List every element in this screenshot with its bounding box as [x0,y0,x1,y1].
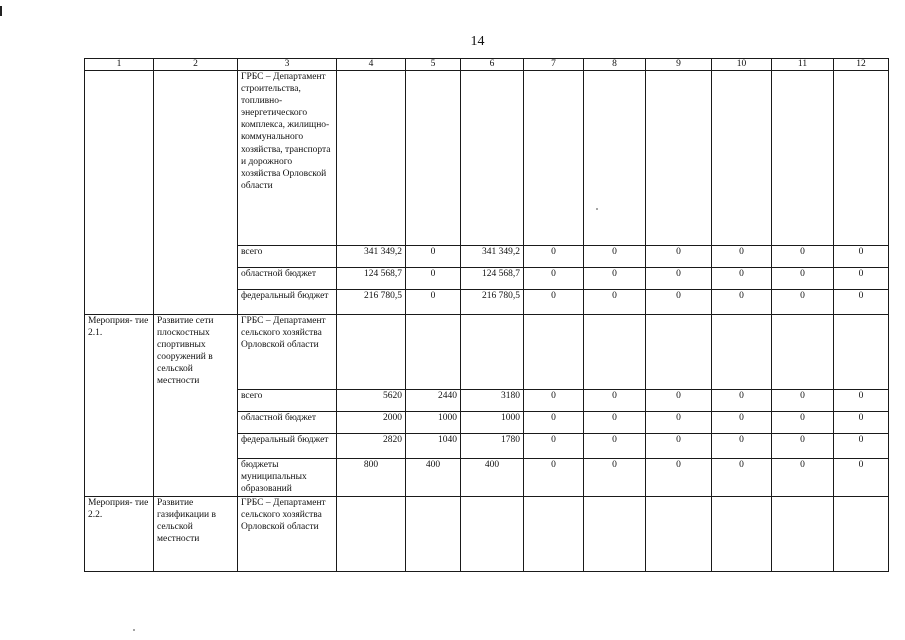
value-cell: 0 [584,268,646,290]
funding-label: областной бюджет [238,412,337,434]
margin-mark [0,6,2,16]
value-cell: 0 [584,459,646,497]
value-cell: 0 [524,290,584,315]
column-number-row [85,59,889,71]
value-cell: 0 [584,434,646,459]
column-header: 10 [712,59,772,71]
value-cell: 0 [712,459,772,497]
value-cell: 0 [524,434,584,459]
value-cell: 0 [834,434,889,459]
funding-label: федеральный бюджет [238,434,337,459]
value-cell: 0 [834,290,889,315]
value-cell: 0 [712,434,772,459]
value-cell: 0 [646,268,712,290]
value-cell: 0 [406,290,461,315]
value-cell: 0 [646,434,712,459]
value-cell: 0 [772,390,834,412]
value-cell: 0 [772,290,834,315]
value-cell: 0 [834,246,889,268]
value-cell: 0 [772,268,834,290]
value-cell: 216 780,5 [461,290,524,315]
column-header: 12 [834,59,889,71]
measure-title-cell: Развитие сети плоскостных спортивных сооружений в сельской местности [154,315,238,497]
value-cell: 0 [834,412,889,434]
value-cell: 0 [712,268,772,290]
value-cell: 0 [584,290,646,315]
value-cell: 341 349,2 [461,246,524,268]
value-cell: 0 [584,390,646,412]
column-header: 7 [524,59,584,71]
column-header: 5 [406,59,461,71]
column-header: 3 [238,59,337,71]
funding-label: всего [238,246,337,268]
value-cell: 0 [524,459,584,497]
value-cell: 0 [772,434,834,459]
value-cell: 400 [461,459,524,497]
funding-label: областной бюджет [238,268,337,290]
value-cell: 800 [337,459,406,497]
value-cell: 341 349,2 [337,246,406,268]
value-cell: 0 [712,412,772,434]
value-cell: 0 [712,290,772,315]
value-cell: 0 [646,390,712,412]
value-cell: 0 [406,268,461,290]
value-cell: 0 [524,246,584,268]
value-cell: 400 [406,459,461,497]
table-row [85,315,889,390]
table-row [85,497,889,572]
value-cell: 1780 [461,434,524,459]
value-cell: 0 [584,246,646,268]
value-cell: 1000 [406,412,461,434]
value-cell: 0 [646,459,712,497]
value-cell: 0 [646,290,712,315]
column-header: 4 [337,59,406,71]
value-cell: 0 [834,390,889,412]
grbs-cell: ГРБС – Департамент сельского хозяйства Орловской области [238,315,337,390]
funding-label: всего [238,390,337,412]
value-cell: 0 [772,246,834,268]
value-cell: 0 [712,246,772,268]
value-cell: 0 [584,412,646,434]
value-cell: 2820 [337,434,406,459]
value-cell: 2000 [337,412,406,434]
value-cell: 0 [524,390,584,412]
column-header: 8 [584,59,646,71]
measure-cell: Мероприя- тие 2.1. [85,315,154,497]
value-cell: 124 568,7 [337,268,406,290]
value-cell: 216 780,5 [337,290,406,315]
grbs-cell: ГРБС – Департамент сельского хозяйства Орловской области [238,497,337,572]
scan-speck [133,629,135,631]
value-cell: 0 [646,412,712,434]
value-cell: 0 [524,268,584,290]
value-cell: 0 [834,268,889,290]
funding-label: бюджеты муниципальных образований [238,459,337,497]
column-header: 11 [772,59,834,71]
value-cell: 5620 [337,390,406,412]
column-header: 6 [461,59,524,71]
grbs-cell: ГРБС – Департамент строительства, топливно- энергетического комплекса, жилищно- коммунального хозяйства, транспорта и дорожного хозяйства Орловской области [238,71,337,246]
value-cell: 1040 [406,434,461,459]
value-cell: 3180 [461,390,524,412]
value-cell: 1000 [461,412,524,434]
value-cell: 0 [834,459,889,497]
budget-table [84,58,889,572]
value-cell: 0 [524,412,584,434]
value-cell: 0 [712,390,772,412]
measure-title-cell: Развитие газификации в сельской местности [154,497,238,572]
funding-label: федеральный бюджет [238,290,337,315]
value-cell: 0 [406,246,461,268]
column-header: 1 [85,59,154,71]
value-cell: 0 [646,246,712,268]
value-cell: 0 [772,412,834,434]
measure-cell [85,71,154,315]
column-header: 2 [154,59,238,71]
page-number: 14 [470,34,485,49]
column-header: 9 [646,59,712,71]
value-cell: 2440 [406,390,461,412]
table-row [85,71,889,246]
measure-title-cell [154,71,238,315]
value-cell: 124 568,7 [461,268,524,290]
value-cell: 0 [772,459,834,497]
measure-cell: Мероприя- тие 2.2. [85,497,154,572]
